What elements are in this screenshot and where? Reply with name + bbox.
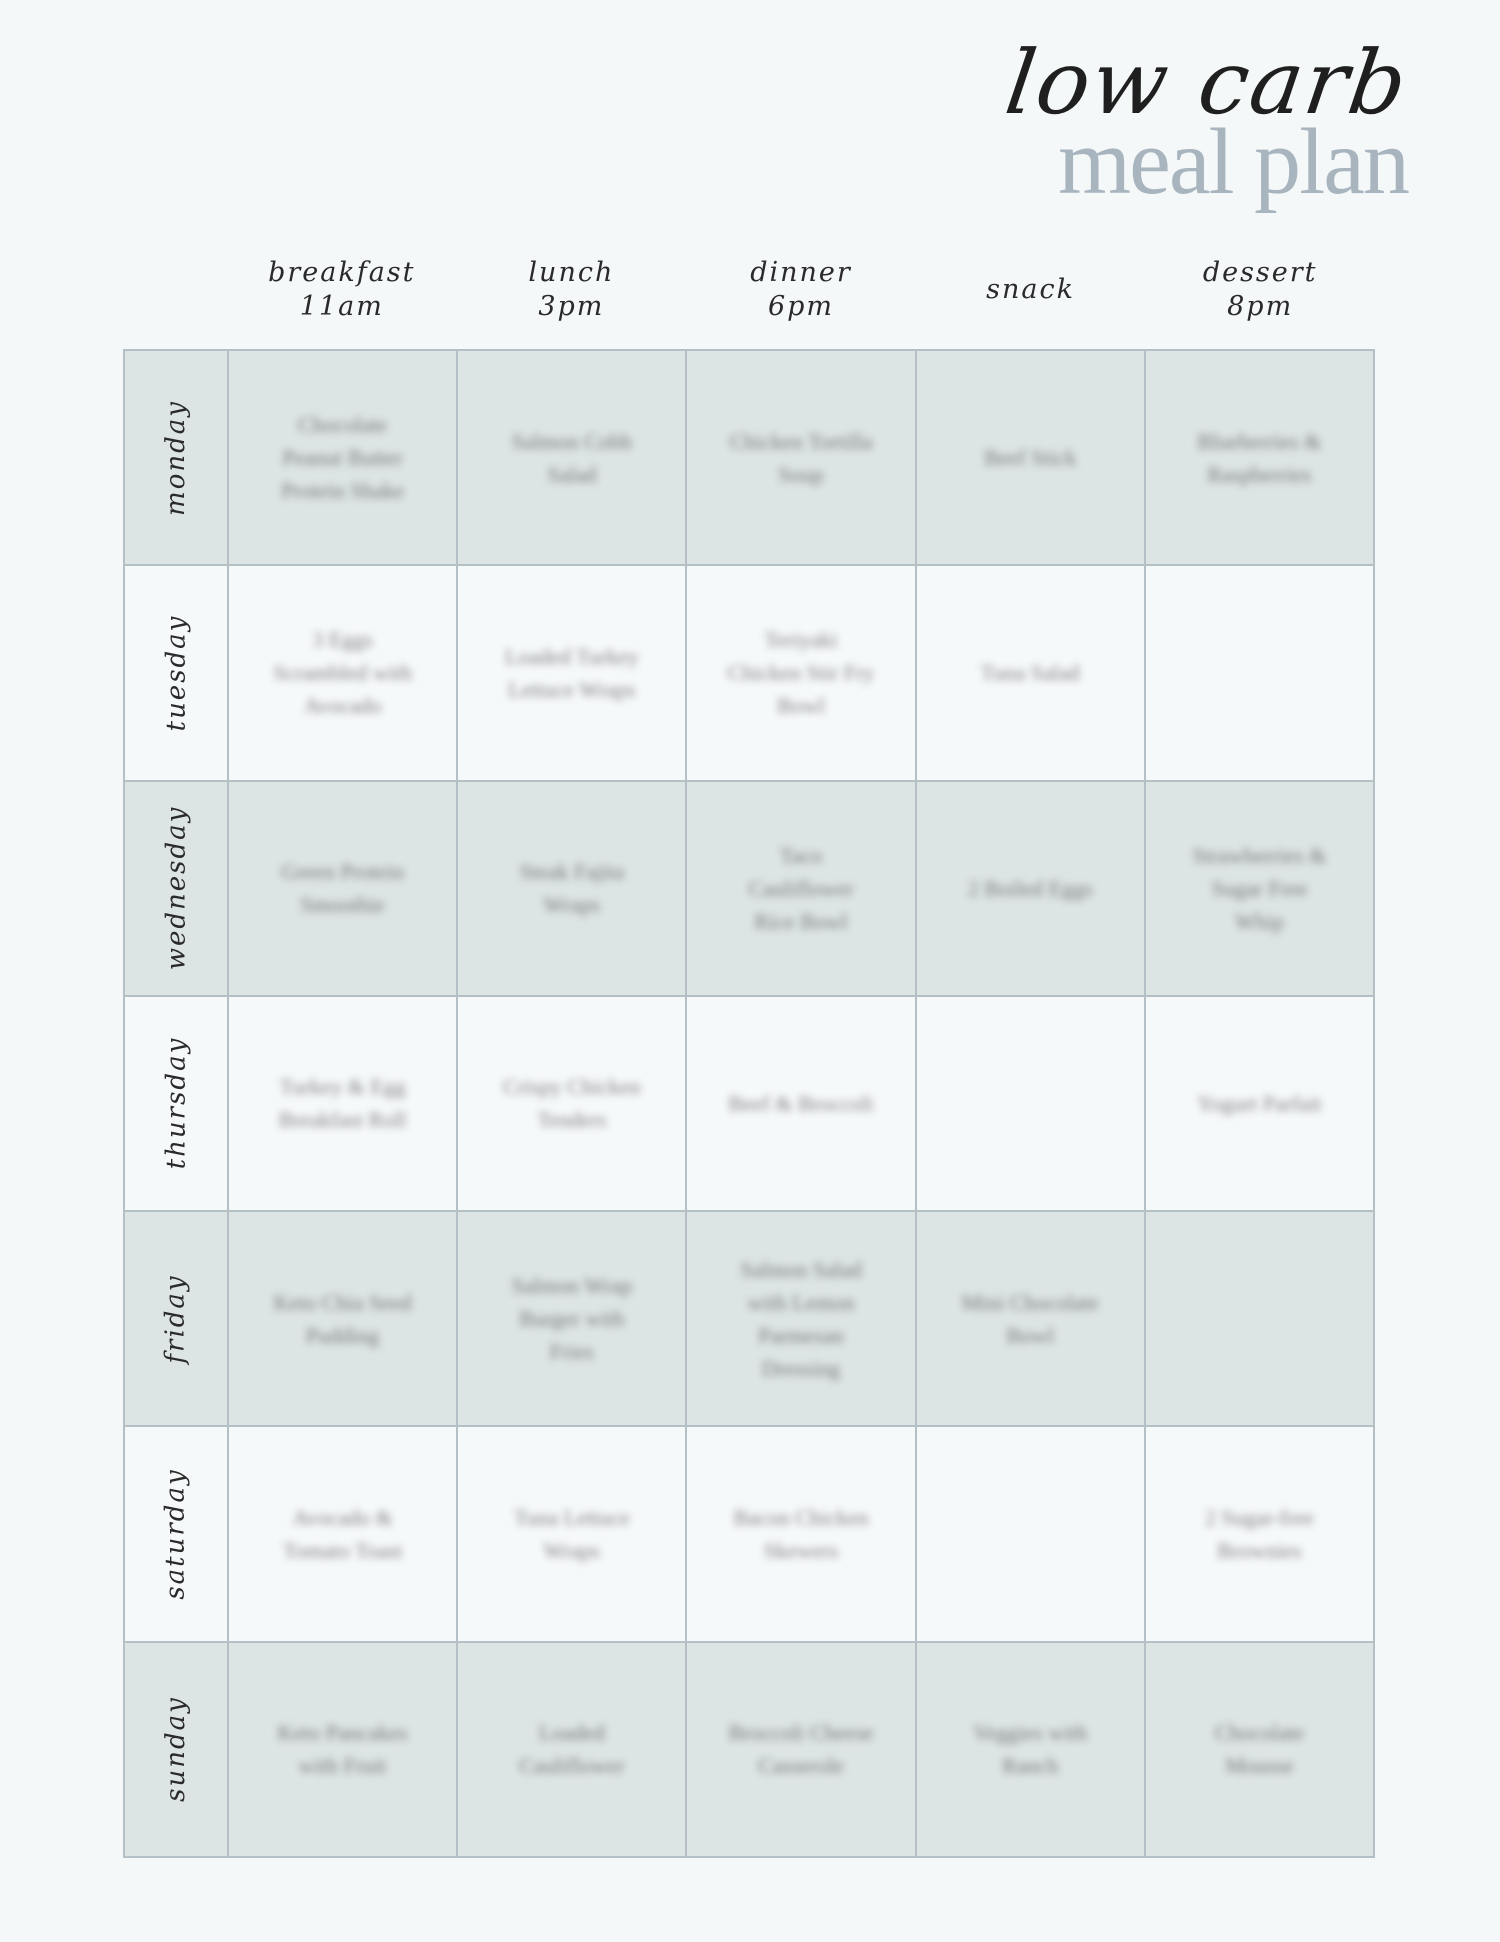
day-label: wednesday: [161, 805, 191, 971]
meal-cell-dinner: [687, 1643, 916, 1856]
meal-cell-dessert: [1146, 1427, 1373, 1640]
meal-text: Veggies with Ranch: [973, 1720, 1088, 1779]
meal-text: 2 Sugar-free Brownies: [1204, 1505, 1314, 1564]
meal-cell-lunch: [458, 351, 687, 564]
meal-cell-lunch: [458, 566, 687, 779]
day-label: saturday: [161, 1468, 191, 1600]
column-header-snack: [916, 250, 1146, 330]
day-label-cell: [125, 997, 229, 1210]
column-header-breakfast: [227, 250, 457, 330]
column-name: dinner: [750, 257, 852, 288]
meal-cell-dinner: [687, 351, 916, 564]
meal-text: Broccoli Cheese Casserole: [728, 1720, 874, 1779]
column-header-dinner: [686, 250, 916, 330]
meal-text: Strawberries & Sugar Free Whip: [1192, 842, 1327, 934]
day-label-cell: [125, 782, 229, 995]
column-headers: [227, 250, 1375, 330]
day-label: tuesday: [161, 614, 192, 732]
meal-text: Salmon Wrap Burger with Fries: [511, 1273, 632, 1365]
column-name: dessert: [1202, 257, 1318, 288]
meal-cell-dessert: [1146, 351, 1373, 564]
meal-cell-dessert: [1146, 1212, 1373, 1425]
meal-cell-lunch: [458, 1427, 687, 1640]
meal-text: Loaded Turkey Lettuce Wraps: [504, 643, 639, 702]
meal-cell-breakfast: [229, 1212, 458, 1425]
meal-text: Avocado & Tomato Toast: [282, 1505, 403, 1564]
day-label-cell: [125, 1427, 229, 1640]
meal-text: Blueberries & Raspberries: [1197, 428, 1322, 487]
meal-text: Chicken Tortilla Soup: [729, 428, 873, 487]
day-label-cell: [125, 1212, 229, 1425]
column-time: 6pm: [767, 291, 835, 322]
meal-cell-breakfast: [229, 351, 458, 564]
meal-text: Crispy Chicken Tenders: [503, 1074, 641, 1133]
column-name: snack: [986, 274, 1075, 305]
day-row-thursday: [125, 997, 1373, 1212]
meal-text: Mini Chocolate Bowl: [961, 1289, 1099, 1348]
meal-cell-lunch: [458, 782, 687, 995]
meal-cell-breakfast: [229, 1427, 458, 1640]
meal-cell-dinner: [687, 1427, 916, 1640]
meal-text: Chocolate Peanut Butter Protein Shake: [281, 412, 405, 504]
column-time: 3pm: [538, 291, 605, 322]
page-title: [1000, 31, 1416, 214]
day-row-monday: [125, 351, 1373, 566]
day-label: friday: [160, 1274, 191, 1364]
day-row-sunday: [125, 1643, 1373, 1856]
meal-text: Green Protein Smoothie: [281, 859, 404, 918]
meal-grid: [123, 349, 1375, 1858]
meal-text: Keto Pancakes with Fruit: [277, 1720, 408, 1779]
meal-text: Chocolate Mousse: [1214, 1720, 1305, 1779]
meal-cell-snack: [917, 782, 1146, 995]
meal-text: Loaded Cauliflower: [519, 1720, 625, 1779]
meal-cell-snack: [917, 566, 1146, 779]
meal-text: Bacon Chicken Skewers: [733, 1505, 869, 1564]
day-label-cell: [125, 1643, 229, 1856]
meal-cell-lunch: [458, 997, 687, 1210]
day-label: monday: [161, 399, 192, 516]
meal-text: Beef & Broccoli: [728, 1090, 874, 1116]
meal-cell-snack: [917, 997, 1146, 1210]
column-time: 11am: [299, 291, 384, 322]
meal-cell-snack: [917, 1212, 1146, 1425]
meal-text: Keto Chia Seed Pudding: [273, 1289, 412, 1348]
meal-text: Yogurt Parfait: [1197, 1090, 1322, 1116]
meal-cell-dessert: [1146, 782, 1373, 995]
meal-text: Steak Fajita Wraps: [519, 859, 625, 918]
day-label-cell: [125, 566, 229, 779]
meal-cell-dinner: [687, 997, 916, 1210]
meal-cell-snack: [917, 351, 1146, 564]
day-row-wednesday: [125, 782, 1373, 997]
day-label: sunday: [161, 1696, 192, 1803]
column-header-dessert: [1145, 250, 1375, 330]
column-header-lunch: [457, 250, 687, 330]
day-row-friday: [125, 1212, 1373, 1427]
meal-cell-dinner: [687, 1212, 916, 1425]
meal-text: Salmon Cobb Salad: [511, 428, 632, 487]
column-name: breakfast: [268, 257, 416, 288]
meal-text: Salmon Salad with Lemon Parmesan Dressing: [740, 1256, 862, 1381]
meal-text: Taco Cauliflower Rice Bowl: [748, 842, 854, 934]
meal-cell-lunch: [458, 1212, 687, 1425]
meal-cell-breakfast: [229, 566, 458, 779]
day-label-cell: [125, 351, 229, 564]
meal-cell-dessert: [1146, 566, 1373, 779]
meal-cell-dinner: [687, 566, 916, 779]
meal-cell-breakfast: [229, 997, 458, 1210]
meal-text: 2 Boiled Eggs: [967, 875, 1093, 901]
meal-text: Beef Stick: [984, 445, 1077, 471]
title-script: low carb: [1000, 31, 1416, 134]
meal-text: Teriyaki Chicken Stir Fry Bowl: [727, 627, 875, 719]
column-time: 8pm: [1227, 291, 1294, 322]
meal-cell-breakfast: [229, 782, 458, 995]
meal-cell-dessert: [1146, 1643, 1373, 1856]
meal-text: Tuna Salad: [980, 660, 1080, 686]
meal-cell-snack: [917, 1643, 1146, 1856]
meal-cell-snack: [917, 1427, 1146, 1640]
day-row-saturday: [125, 1427, 1373, 1642]
meal-cell-dessert: [1146, 997, 1373, 1210]
meal-cell-lunch: [458, 1643, 687, 1856]
meal-text: Tuna Lettuce Wraps: [513, 1505, 630, 1564]
meal-text: 3 Eggs Scrambled with Avocado: [273, 627, 412, 719]
title-serif: meal plan: [1057, 110, 1408, 214]
day-row-tuesday: [125, 566, 1373, 781]
meal-text: Turkey & Egg Breakfast Roll: [278, 1074, 407, 1133]
meal-cell-breakfast: [229, 1643, 458, 1856]
day-label: thursday: [161, 1037, 192, 1170]
meal-cell-dinner: [687, 782, 916, 995]
column-name: lunch: [528, 257, 615, 288]
